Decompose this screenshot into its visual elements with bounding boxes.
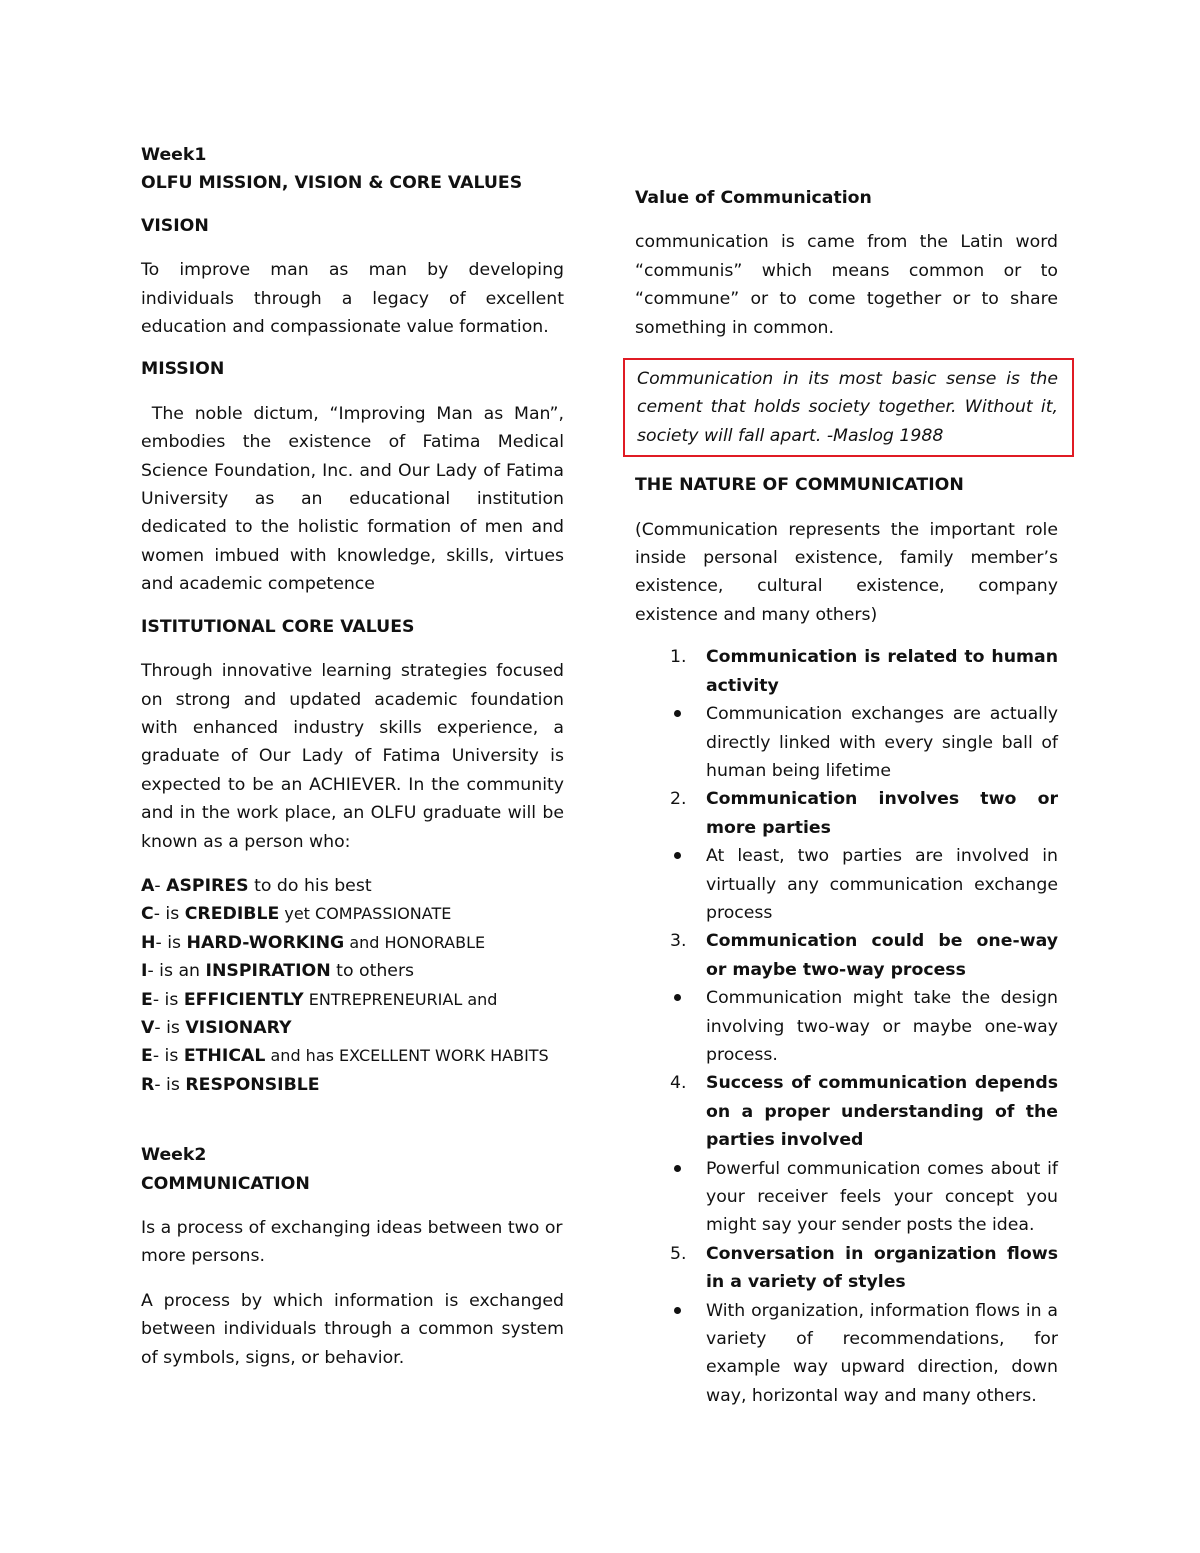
week2-label: Week2 [141,1145,207,1166]
achiever-keyword: RESPONSIBLE [185,1074,320,1095]
item-title: Conversation in organization flows in a variety of styles [706,1243,1058,1293]
achiever-item [141,1042,564,1070]
bullet-icon [635,984,706,1069]
item-number: 5. [670,1243,687,1264]
achiever-rest: yet COMPASSIONATE [279,904,452,924]
core-values-text: Through innovative learning strategies focused on strong and updated academic foundation with enhanced industry skills experience, a graduate of Our Lady of Fatima University is expected to be an ACHIEVER. In the community and in the work place, an OLFU graduate will be known as a person who: [141,661,564,852]
achiever-rest: to do his best [248,875,372,896]
achiever-item [141,957,564,985]
achiever-item [141,986,564,1014]
achiever-letter: R [141,1074,155,1095]
achiever-item [141,1071,564,1099]
communication-definition-1: Is a process of exchanging ideas between two or more persons. [141,1218,563,1267]
achiever-keyword: VISIONARY [185,1017,292,1038]
week1-label: Week1 [141,145,207,165]
achiever-letter: H [141,932,156,953]
item-title: Communication could be one-way or maybe two-way process [706,931,1058,980]
achiever-item [141,929,564,957]
achiever-item [141,1014,564,1042]
nature-list-item [635,643,1058,785]
mission-text: The noble dictum, “Improving Man as Man”, embodies the existence of Fatima Medical Science Foundation, Inc. and Our Lady of Fatima University as an educational institution dedicated to the holistic formation of men and women imbued with knowledge, skills, virtues and academic competence [141,403,570,595]
communication-definition-2: A process by which information is exchanged between individuals through a common system of symbols, signs, or behavior. [141,1290,564,1368]
communication-heading: COMMUNICATION [141,1173,310,1194]
achiever-keyword: EFFICIENTLY [183,989,304,1010]
achiever-prefix: - is [154,1017,186,1038]
nature-list-item [635,785,1058,927]
nature-heading: THE NATURE OF COMMUNICATION [635,475,964,496]
item-bullet-text: With organization, information flows in a variety of recommendations, for example way upward direction, down way, horizontal way and many others. [706,1300,1058,1406]
achiever-prefix: - is [153,904,185,925]
achiever-rest: and has EXCELLENT WORK HABITS [265,1046,549,1066]
item-title: Communication involves two or more parties [706,789,1058,838]
nature-intro: (Communication represents the important role inside personal existence, family member’s existence, cultural existence, company existence and many others) [635,519,1058,625]
achiever-prefix: - is [152,1046,184,1067]
achiever-item [141,900,564,928]
bullet-icon [635,1297,706,1411]
item-bullet-text: Communication might take the design involving two-way or maybe one-way process. [706,988,1058,1065]
achiever-letter: A [141,875,155,896]
value-text: communication is came from the Latin word “communis” which means common or to “commune” or to come together or to share something in common. [635,232,1058,338]
nature-list-item [635,927,1058,1069]
nature-list-item [635,1240,1058,1410]
achiever-keyword: ASPIRES [166,875,249,896]
nature-list-item [635,1069,1058,1239]
achiever-rest: and HONORABLE [344,932,486,952]
item-number: 1. [670,647,687,668]
item-bullet-text: Communication exchanges are actually directly linked with every single ball of human being lifetime [706,704,1058,781]
page-title: OLFU MISSION, VISION & CORE VALUES [141,173,523,194]
item-title: Success of communication depends on a proper understanding of the parties involved [706,1073,1058,1151]
achiever-keyword: ETHICAL [183,1046,266,1067]
achiever-prefix: - is [154,1074,186,1095]
achiever-letter: I [141,961,148,982]
achiever-prefix: - [154,875,167,896]
achiever-item [141,872,564,900]
item-title: Communication is related to human activity [706,647,1058,696]
bullet-icon [635,842,706,927]
achiever-keyword: HARD-WORKING [186,932,345,953]
bullet-icon [635,700,706,785]
vision-text: To improve man as man by developing individuals through a legacy of excellent education and compassionate value formation. [141,260,564,338]
maslog-quote: Communication in its most basic sense is the cement that holds society together. Without it, society will fall apart. -Maslog 1988 [637,369,1058,446]
core-values-heading: ISTITUTIONAL CORE VALUES [141,616,415,637]
left-column [141,141,570,1372]
achiever-rest: ENTREPRENEURIAL and [303,989,498,1009]
achiever-list [141,872,564,1099]
item-number: 4. [670,1073,687,1094]
achiever-letter: V [141,1017,155,1038]
mission-heading: MISSION [141,359,225,380]
achiever-letter: E [141,989,153,1010]
right-column [635,184,1058,1410]
value-heading: Value of Communication [635,188,872,208]
item-bullet-text: At least, two parties are involved in virtually any communication exchange process [706,846,1058,923]
achiever-letter: C [141,904,154,925]
achiever-prefix: - is an [147,961,206,982]
maslog-quote-box [623,358,1074,457]
item-number: 2. [670,789,687,810]
achiever-keyword: CREDIBLE [184,904,280,925]
achiever-letter: E [141,1046,153,1067]
achiever-prefix: - is [152,989,184,1010]
achiever-rest: to others [330,961,415,982]
nature-list [635,643,1058,1410]
item-number: 3. [670,931,687,952]
achiever-prefix: - is [155,932,187,953]
bullet-icon [635,1155,706,1240]
achiever-keyword: INSPIRATION [205,961,331,982]
vision-heading: VISION [141,215,209,236]
item-bullet-text: Powerful communication comes about if your receiver feels your concept you might say your sender posts the idea. [706,1158,1058,1236]
